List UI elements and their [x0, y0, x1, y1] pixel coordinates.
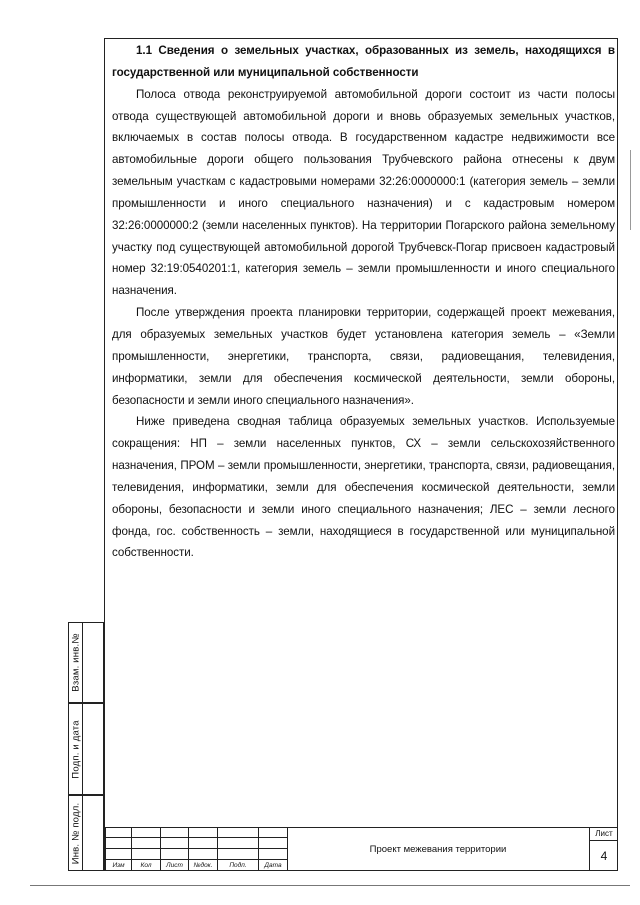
stamp-inv-zam [68, 622, 104, 703]
tb-document-title: Проект межевания территории [369, 843, 507, 855]
tb-sheet-label: Лист [595, 829, 613, 838]
tb-header-list: Лист [166, 861, 183, 869]
stamp-sign-date-label: Подп. и дата [70, 719, 82, 779]
stamp-inv-zam-label: Взам. инв.№ [70, 633, 82, 692]
document-body [112, 40, 615, 564]
tb-header-podp: Подп. [229, 861, 247, 869]
scan-bottom-line [30, 885, 630, 886]
stamp-inv-orig [68, 795, 104, 871]
paragraph-abbreviations: Ниже приведена сводная таблица образуемых земельных участков. Используемые сокращения: НП – земли населенных пунктов, СХ – земли сельскохозяйственного назначения, ПРОМ – земли промышленности, энергетики, транспорта, связи, радиовещания, телевидения, информатики, земли для обеспечения космической деятельности, земли обороны, безопасности и земли иного специального назначения; ЛЕС – земли лесного фонда, гос. собственность – земли, находящиеся в государственной или муниципальной собственности. [112, 415, 615, 560]
tb-header-ndok: №док. [193, 861, 213, 869]
stamp-inv-orig-label: Инв. № подл. [70, 802, 82, 864]
tb-header-kol: Кол [140, 861, 152, 869]
paragraph-land-category: После утверждения проекта планировки территории, содержащей проект межевания, для образуемых земельных участков будет установлена категория земель – «Земли промышленности, энергетики, транспорта, связи, радиовещания, телевидения, информатики, земли для обеспечения космической деятельности, земли обороны, безопасности и земли иного специального назначения». [112, 306, 615, 407]
section-heading: 1.1 Сведения о земельных участках, образованных из земель, находящихся в государственной или муниципальной собственности [112, 44, 615, 79]
title-block [104, 827, 618, 871]
tb-sheet-number: 4 [600, 848, 608, 863]
tb-header-izm: Изм [112, 861, 125, 869]
paragraph-right-of-way: Полоса отвода реконструируемой автомобильной дороги состоит из части полосы отвода существующей автомобильной дороги и вновь образуемых земельных участков, включаемых в состав полосы отвода. В государственном кадастре недвижимости все автомобильные дороги общего пользования Трубчевского района отнесены к двум земельным участкам с кадастровыми номерами 32:26:0000000:1 (категория земель – земли промышленности и иного специального назначения) и с кадастровым номером 32:26:0000000:2 (земли населенных пунктов). На территории Погарского района земельному участку под существующей автомобильной дорогой Трубчевск-Погар присвоен кадастровый номер 32:19:0540201:1, категория земель – земли промышленности и иного специального назначения. [112, 87, 615, 298]
scan-edge-mark [630, 150, 631, 230]
stamp-sign-date [68, 703, 104, 795]
tb-header-data: Дата [264, 861, 282, 869]
